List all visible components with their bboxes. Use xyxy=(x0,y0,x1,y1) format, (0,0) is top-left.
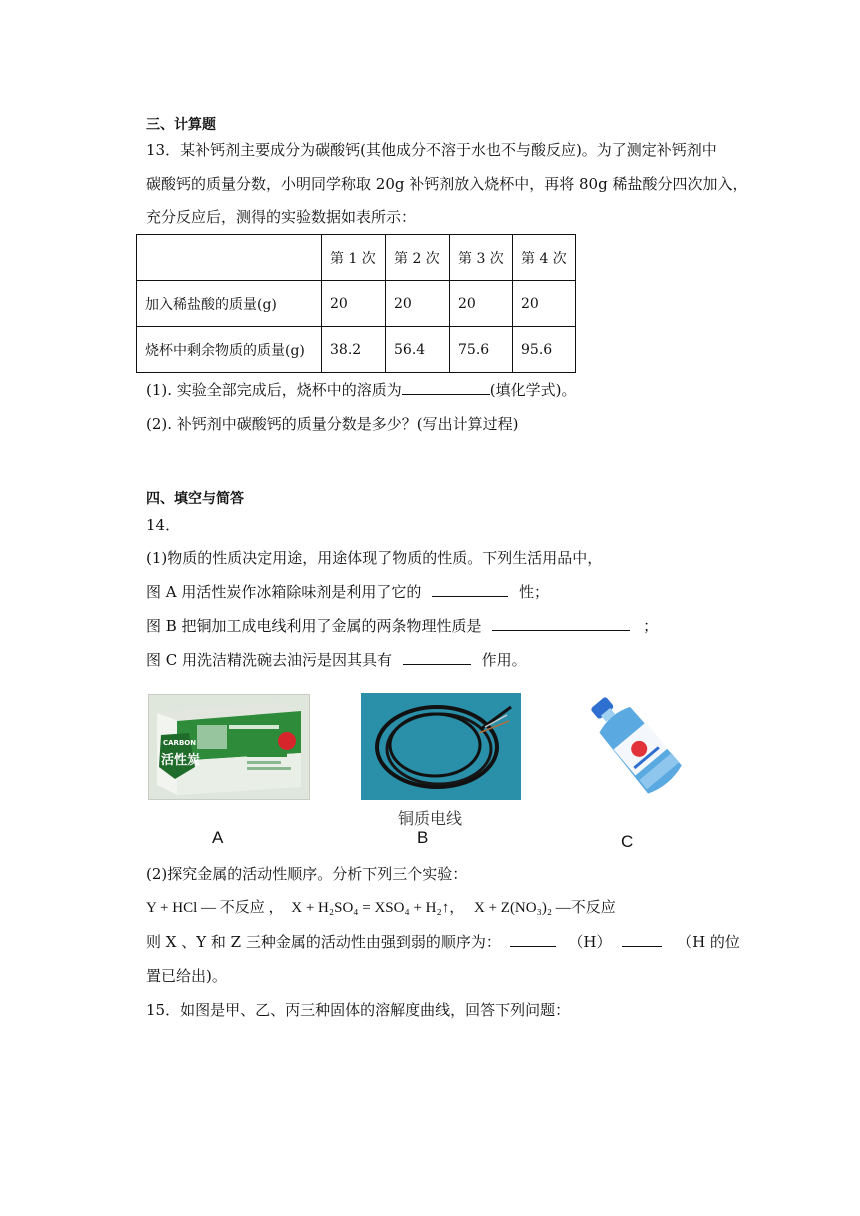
answer-blank[interactable] xyxy=(402,380,490,395)
activated-carbon-box-image xyxy=(148,694,310,800)
table-header-cell: 第 4 次 xyxy=(513,235,576,281)
row-label: 加入稀盐酸的质量(g) xyxy=(137,281,322,327)
q13-sub1-suffix: (填化学式)。 xyxy=(489,381,577,399)
image-label-c: C xyxy=(621,832,634,851)
q13-line2: 碳酸钙的质量分数，小明同学称取 20g 补钙剂放入烧杯中，再将 80g 稀盐酸分四次加入， xyxy=(146,175,748,193)
answer-blank[interactable] xyxy=(403,650,471,665)
wire-coil-illustration xyxy=(361,693,521,800)
carbon-box-illustration xyxy=(149,695,309,799)
equation-3: X + Z(NO₃)₂ —不反应 xyxy=(473,900,616,916)
q14-part2-intro: (2)探究金属的活动性顺序。分析下列三个实验： xyxy=(146,865,468,883)
answer-blank[interactable] xyxy=(622,932,662,947)
table-cell: 20 xyxy=(322,281,386,327)
q14-order-line2: 置已给出)。 xyxy=(146,967,227,985)
q14-c-text: 图 C 用洗洁精洗碗去油污是因其具有 xyxy=(146,651,393,669)
experiment-data-table xyxy=(136,234,576,373)
table-cell: 75.6 xyxy=(450,327,513,373)
table-cell: 20 xyxy=(513,281,576,327)
carbon-product-name: 活性炭 xyxy=(161,753,201,768)
section-heading-fill-answer: 四、填空与简答 xyxy=(146,491,244,507)
q14-activity-order xyxy=(146,932,740,952)
table-row xyxy=(137,327,576,373)
answer-blank[interactable] xyxy=(432,582,508,597)
q14-line-a xyxy=(146,582,549,602)
table-header-cell: 第 1 次 xyxy=(322,235,386,281)
q14-c-suffix: 作用。 xyxy=(481,651,527,669)
answer-blank[interactable] xyxy=(492,616,630,631)
table-cell: 20 xyxy=(386,281,450,327)
copper-wire-caption: 铜质电线 xyxy=(398,809,463,828)
q13-line1: 13．某补钙剂主要成分为碳酸钙(其他成分不溶于水也不与酸反应)。为了测定补钙剂中 xyxy=(146,141,717,159)
q14-line-c xyxy=(146,650,527,670)
carbon-brand-text: CARBON xyxy=(163,739,197,747)
copper-wire-image xyxy=(361,693,521,800)
q15-text: 15．如图是甲、乙、丙三种固体的溶解度曲线，回答下列问题： xyxy=(146,1001,571,1019)
table-header-row xyxy=(137,235,576,281)
q14-a-text: 图 A 用活性炭作冰箱除味剂是利用了它的 xyxy=(146,583,422,601)
q14-line-b xyxy=(146,616,658,636)
table-header-cell xyxy=(137,235,322,281)
q14-b-text: 图 B 把铜加工成电线利用了金属的两条物理性质是 xyxy=(146,617,482,635)
q13-sub2: (2). 补钙剂中碳酸钙的质量分数是多少？(写出计算过程) xyxy=(146,415,519,433)
table-row xyxy=(137,281,576,327)
table-header-cell: 第 2 次 xyxy=(386,235,450,281)
table-header-cell: 第 3 次 xyxy=(450,235,513,281)
bottle-illustration xyxy=(582,690,690,800)
hydrogen-marker: （H） xyxy=(568,933,612,951)
table-cell: 38.2 xyxy=(322,327,386,373)
q14-order-text: 则 X 、Y 和 Z 三种金属的活动性由强到弱的顺序为： xyxy=(146,933,501,951)
q13-line3: 充分反应后，测得的实验数据如表所示： xyxy=(146,208,417,226)
image-label-a: A xyxy=(212,828,224,847)
q14-number: 14． xyxy=(146,516,181,534)
q14-a-suffix: 性； xyxy=(518,583,549,601)
row-label: 烧杯中剩余物质的质量(g) xyxy=(137,327,322,373)
table-cell: 95.6 xyxy=(513,327,576,373)
equation-1: Y + HCl — 不反应 ， xyxy=(146,900,284,916)
image-label-b: B xyxy=(417,828,429,847)
q13-sub1-text: (1). 实验全部完成后，烧杯中的溶质为 xyxy=(146,381,402,399)
detergent-bottle-image xyxy=(582,690,690,800)
equation-2: X + H₂SO₄ = XSO₄ + H₂↑， xyxy=(291,900,465,916)
answer-blank[interactable] xyxy=(510,932,556,947)
q13-sub1 xyxy=(146,380,577,400)
q14-order-suffix: （H 的位 xyxy=(677,933,740,951)
section-heading-calculation: 三、计算题 xyxy=(146,117,216,133)
table-cell: 20 xyxy=(450,281,513,327)
table-cell: 56.4 xyxy=(386,327,450,373)
q14-b-suffix: ； xyxy=(643,617,659,635)
q14-part1-intro: (1)物质的性质决定用途，用途体现了物质的性质。下列生活用品中， xyxy=(146,549,603,567)
reaction-equations xyxy=(146,898,616,918)
